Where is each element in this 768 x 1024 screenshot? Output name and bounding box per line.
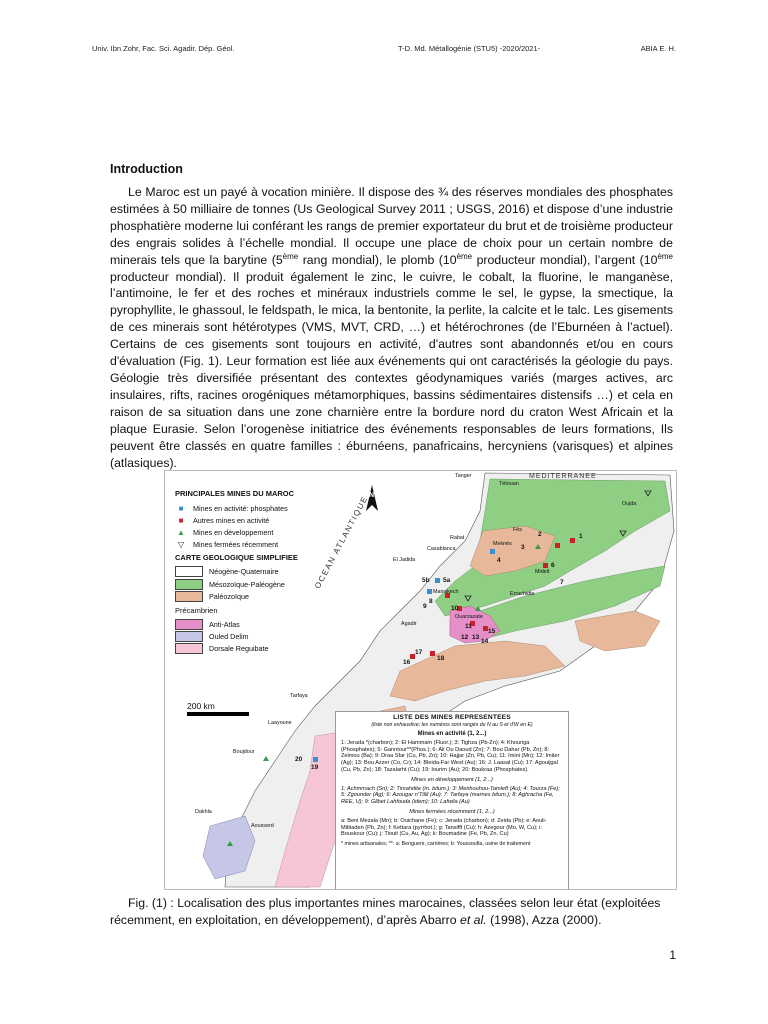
phosphate-mine-marker	[313, 757, 318, 762]
development-mine-marker	[263, 756, 269, 761]
legend-item: ■ Autres mines en activité	[175, 514, 355, 526]
page-number: 1	[669, 948, 676, 962]
legend-item: ▲ Mines en développement	[175, 526, 355, 538]
geology-map-figure	[164, 470, 677, 890]
place-label: Marrakech	[433, 589, 459, 595]
map-number: 5b	[422, 577, 430, 584]
phosphate-mine-marker	[490, 549, 495, 554]
active-mine-marker	[543, 563, 548, 568]
closed-mines-text: a: Beni Mezala (Mn); b: Ouichane (Fe); c: Jerada (charbon); d: Zeida (Pb); e: Aouli-Mibladen (Pb, Zn); f: Kettara (pyrrhot.); g: Tansifft (Cu); h: Azegour (Mo, W, Cu); i: Bouskour (Cu); j: Tiouit (Cu, Au, Ag); k: Boumadine (Fe, Pb, Zn, Cu)	[341, 817, 547, 838]
map-number: 12	[461, 634, 469, 641]
active-mine-marker	[430, 651, 435, 656]
place-label: Casablanca	[427, 546, 456, 552]
map-number: 16	[403, 659, 411, 666]
ocean-label: OCEAN ATLANTIQUE	[313, 494, 370, 591]
precambrian-title: Précambrien	[175, 606, 218, 616]
map-number: 19	[311, 764, 319, 771]
active-mines-text: 1: Jerada *(charbon); 2: El Hammam (Fluor.); 3: Tighza (Pb-Zn); 4: Khouriga (Phosphates); 5: Ganntour**(Phos.); 6: Ali Ou Daoud (Zn); 7: Bou Dahar (Pb, Zn); 8: Zelmou (Ba); 9: Draa Sfar (Cu, Pb, Zn); 10: Hajjar (Zn, Pb, Cu); 11: Imini (Mn); 12: Imiter (Ag); 13: Bou Azzer (Co, Cr); 14: Bleida-Far West (Au); 16: J. Laasal (Cu); 17: Agouijgal (Cu, Pb, Zn); 18: Tazalarht (Cu); 19: Iourim (Au); 20: Boukraa (Phosphates).	[341, 739, 560, 773]
active-mines-heading: Mines en activité (1, 2...)	[417, 731, 487, 737]
place-label: Rabat	[450, 535, 465, 541]
map-number: 2	[538, 531, 542, 538]
legend-item: ■ Mines en activité: phosphates	[175, 502, 355, 514]
place-label: Errachidia	[510, 591, 535, 597]
header-right: ABIA E. H.	[640, 44, 676, 53]
square-icon: ■	[178, 503, 184, 513]
place-label: Dakhla	[195, 809, 212, 815]
place-label: Fès	[513, 527, 522, 533]
mine-list-title: LISTE DES MINES REPRESENTEES	[393, 714, 511, 721]
active-mine-marker	[555, 543, 560, 548]
mine-list-footnote: * mines artisanales; **: a: Benguerir, carrières; b: Youssoufia, usine de traitement	[341, 841, 531, 848]
place-label: Tarfaya	[290, 693, 308, 699]
place-label: Tétouan	[499, 481, 519, 487]
phosphate-mine-marker	[435, 578, 440, 583]
triangle-down-icon: ▽	[177, 540, 185, 550]
map-number: 15	[488, 628, 496, 635]
legend-swatch-item: Ouled Delim	[175, 631, 355, 643]
map-number: 18	[437, 655, 445, 662]
section-title: Introduction	[110, 162, 183, 176]
map-number: 6	[551, 562, 555, 569]
map-number: 11	[465, 623, 472, 630]
development-mines-heading: Mines en développement (1, 2...)	[411, 776, 493, 783]
mine-list-box	[335, 711, 569, 890]
square-icon: ■	[178, 515, 184, 525]
map-number: 13	[472, 634, 480, 641]
map-number: 9	[423, 603, 427, 610]
place-label: Aousserd	[251, 823, 274, 829]
map-number: 4	[497, 557, 501, 564]
mine-list-note: (liste non exhaustive; les numéros sont rangés du N au S et d'W en E)	[371, 721, 533, 728]
map-legend	[175, 487, 355, 655]
intro-paragraph: Le Maroc est un payé à vocation minière. Il dispose des ¾ des réserves mondiales des phosphates estimées à 50 milliaire de tonnes (Us Geological Survey 2011 ; USGS, 2016) et dispose d’une industrie phosphatière moderne lui conférant les rangs de premier exportateur du brut et de troisième producteur des engrais solides à l’échelle mondial. Il occupe une place de choix pour un certain nombre de minerais tels que la barytine (5ème rang mondial), le plomb (10ème producteur mondial), l’argent (10ème producteur mondial). Il produit également le zinc, le cuivre, le cobalt, la fluorine, le manganèse, l’antimoine, le fer et des roches et minéraux industriels comme le sel, le gypse, la smectique, la pyrophyllite, le ghassoul, le feldspath, le mica, la bentonite, la perlite, la calcite et le talc. Les gisements de ces minerais sont hétérotypes (VMS, MVT, CRD, …) et hétérochrones (de l’Eburnéen à l’actuel). Certains de ces gisements sont toujours en activité, d'autres sont abandonnés et/ou en cours d'évaluation (Fig. 1). Leur formation est liée aux événements qui ont caractérisés la géologie du pays. Géologie très diversifiée présentant des contextes géodynamiques variés (marges actives, arc insulaires, rifts, racines orogéniques métamorphiques, bassins sédimentaires distensifs …) et cela en raison de sa situation dans une zone charnière entre la bordure nord du craton West Africain et la plaque Eurasie. Selon l’orogenèse initiatrice des événements responsables de leurs formations, Ils peuvent être classés en quatre familles : éburnéens, panafricains, hercyniens (varisques) et alpines (atlasiques).	[110, 185, 673, 470]
place-label: Boujdour	[233, 749, 255, 755]
header-left: Univ. Ibn Zohr, Fac. Sci. Agadir. Dép. Géol.	[92, 44, 235, 53]
place-label: Agadir	[401, 621, 417, 627]
map-number: 3	[521, 544, 525, 551]
legend-swatch-item: Paléozoïque	[175, 590, 355, 602]
north-arrow: N	[366, 485, 378, 511]
map-number: 17	[415, 649, 423, 656]
mediterranean-label: MEDITERRANEE	[529, 473, 597, 480]
triangle-icon: ▲	[177, 527, 185, 537]
place-label: Laayoune	[268, 720, 292, 726]
legend-item: ▽ Mines fermées récemment	[175, 539, 355, 551]
header-center: T-D. Md. Métallogénie (STU5) -2020/2021-	[398, 44, 541, 53]
development-mines-text: 1: Achmmach (Sn); 2: Timahdite (m. bitum.); 3: Menhouhou-Tamleft (Au); 4: Tourza (Fe); 5: Zgounder (Ag); 6: Azougar n'Tilili (Au); 7: Tarfaya (marnes bitum.); 8: Aghracha (Fe, REE, U); 9: Glibet Lahfouda (idem); 10: Lafwila (Au)	[341, 785, 560, 806]
legend-swatch-item: Dorsale Reguibate	[175, 643, 355, 655]
active-mine-marker	[570, 538, 575, 543]
legend-swatch-item: Néogène-Quaternaire	[175, 566, 355, 578]
legend-title: PRINCIPALES MINES DU MAROC	[175, 489, 295, 498]
legend-swatch-item: Mésozoïque-Paléogène	[175, 578, 355, 590]
map-number: 1	[579, 533, 583, 540]
map-number: 14	[481, 638, 489, 645]
place-label: Meknès	[493, 541, 512, 547]
scale-bar: 200 km	[187, 701, 249, 716]
map-number: 8	[429, 598, 433, 605]
map-number: 7	[560, 579, 564, 586]
closed-mines-heading: Mines fermées récemment (1, 2...)	[409, 808, 495, 815]
place-label: Oujda	[622, 501, 637, 507]
figure-caption: Fig. (1) : Localisation des plus importantes mines marocaines, classées selon leur état (exploitées récemment, en exploitation, en développement), d’après Abarro et al. (1998), Azza (2000).	[110, 896, 661, 927]
place-label: Ouarzazate	[455, 614, 483, 620]
map-number: 10	[451, 605, 459, 612]
legend-swatch-item: Anti-Atlas	[175, 618, 355, 630]
place-label: Midelt	[535, 569, 550, 575]
phosphate-mine-marker	[427, 589, 432, 594]
geo-map-title: CARTE GEOLOGIQUE SIMPLIFIEE	[175, 552, 298, 562]
place-label: Tanger	[455, 473, 472, 479]
place-label: El Jadida	[393, 557, 416, 563]
map-number: 20	[295, 756, 303, 763]
map-number: 5a	[443, 577, 451, 584]
